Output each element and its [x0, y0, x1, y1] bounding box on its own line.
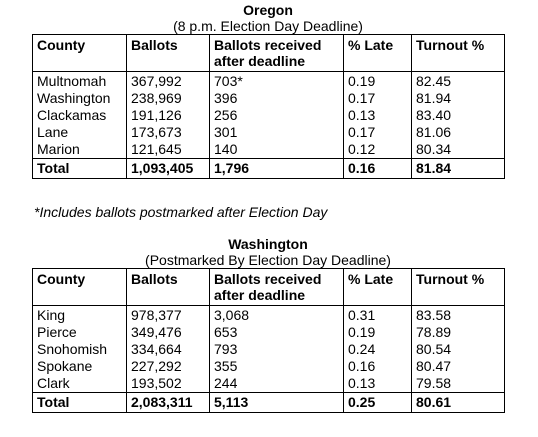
cell-ballots: 978,377: [127, 306, 210, 325]
cell-county: Snohomish: [33, 341, 127, 358]
total-row: [33, 159, 505, 179]
oregon-header-row: [33, 35, 505, 72]
cell-late: 0.31: [344, 306, 412, 325]
cell-ballots: 191,126: [127, 107, 210, 124]
cell-received: 301: [210, 124, 344, 141]
washington-table: [32, 268, 505, 413]
table-row: [33, 324, 505, 341]
cell-received: 396: [210, 90, 344, 107]
oregon-table: [32, 34, 505, 179]
total-county: Total: [33, 159, 127, 179]
oregon-subtitle: (8 p.m. Election Day Deadline): [173, 18, 363, 34]
cell-county: Pierce: [33, 324, 127, 341]
header-county: County: [33, 269, 127, 306]
header-received-line2: after deadline: [214, 287, 306, 303]
washington-subtitle: (Postmarked By Election Day Deadline): [145, 252, 391, 268]
washington-title: Washington: [228, 236, 308, 252]
cell-late: 0.17: [344, 124, 412, 141]
cell-late: 0.16: [344, 358, 412, 375]
cell-ballots: 173,673: [127, 124, 210, 141]
cell-ballots: 367,992: [127, 72, 210, 91]
cell-ballots: 238,969: [127, 90, 210, 107]
cell-late: 0.19: [344, 72, 412, 91]
cell-turnout: 81.94: [412, 90, 505, 107]
header-county: County: [33, 35, 127, 72]
header-ballots: Ballots: [127, 269, 210, 306]
cell-ballots: 227,292: [127, 358, 210, 375]
header-ballots: Ballots: [127, 35, 210, 72]
cell-turnout: 78.89: [412, 324, 505, 341]
table-row: [33, 107, 505, 124]
footnote: *Includes ballots postmarked after Election Day: [34, 204, 328, 220]
total-row: [33, 393, 505, 413]
cell-ballots: 334,664: [127, 341, 210, 358]
cell-county: Clark: [33, 375, 127, 393]
cell-received: 256: [210, 107, 344, 124]
cell-turnout: 83.40: [412, 107, 505, 124]
cell-received: 653: [210, 324, 344, 341]
total-ballots: 1,093,405: [127, 159, 210, 179]
total-turnout: 80.61: [412, 393, 505, 413]
cell-county: King: [33, 306, 127, 325]
cell-turnout: 82.45: [412, 72, 505, 91]
total-county: Total: [33, 393, 127, 413]
oregon-title: Oregon: [243, 2, 293, 18]
table-row: [33, 306, 505, 325]
cell-turnout: 80.54: [412, 341, 505, 358]
cell-turnout: 80.47: [412, 358, 505, 375]
total-turnout: 81.84: [412, 159, 505, 179]
washington-section: [32, 236, 504, 413]
cell-turnout: 79.58: [412, 375, 505, 393]
table-row: [33, 90, 505, 107]
cell-county: Marion: [33, 141, 127, 159]
cell-county: Lane: [33, 124, 127, 141]
cell-ballots: 121,645: [127, 141, 210, 159]
header-turnout: Turnout %: [412, 35, 505, 72]
total-received: 1,796: [210, 159, 344, 179]
table-row: [33, 358, 505, 375]
cell-ballots: 349,476: [127, 324, 210, 341]
total-ballots: 2,083,311: [127, 393, 210, 413]
header-late: % Late: [344, 269, 412, 306]
cell-county: Washington: [33, 90, 127, 107]
cell-turnout: 80.34: [412, 141, 505, 159]
cell-received: 703*: [210, 72, 344, 91]
cell-turnout: 81.06: [412, 124, 505, 141]
cell-late: 0.17: [344, 90, 412, 107]
header-late: % Late: [344, 35, 412, 72]
cell-ballots: 193,502: [127, 375, 210, 393]
total-late: 0.16: [344, 159, 412, 179]
cell-received: 140: [210, 141, 344, 159]
table-row: [33, 141, 505, 159]
header-received-line2: after deadline: [214, 53, 306, 69]
cell-received: 793: [210, 341, 344, 358]
washington-header-row: [33, 269, 505, 306]
header-turnout: Turnout %: [412, 269, 505, 306]
cell-turnout: 83.58: [412, 306, 505, 325]
table-row: [33, 72, 505, 91]
cell-county: Spokane: [33, 358, 127, 375]
cell-received: 3,068: [210, 306, 344, 325]
cell-late: 0.24: [344, 341, 412, 358]
cell-late: 0.13: [344, 107, 412, 124]
cell-late: 0.13: [344, 375, 412, 393]
header-received-line1: Ballots received: [214, 271, 322, 287]
table-row: [33, 341, 505, 358]
table-row: [33, 124, 505, 141]
cell-late: 0.19: [344, 324, 412, 341]
table-row: [33, 375, 505, 393]
cell-late: 0.12: [344, 141, 412, 159]
header-received: [210, 269, 344, 306]
cell-county: Clackamas: [33, 107, 127, 124]
header-received-line1: Ballots received: [214, 37, 322, 53]
oregon-section: [32, 2, 504, 179]
cell-county: Multnomah: [33, 72, 127, 91]
total-late: 0.25: [344, 393, 412, 413]
total-received: 5,113: [210, 393, 344, 413]
cell-received: 355: [210, 358, 344, 375]
cell-received: 244: [210, 375, 344, 393]
header-received: [210, 35, 344, 72]
